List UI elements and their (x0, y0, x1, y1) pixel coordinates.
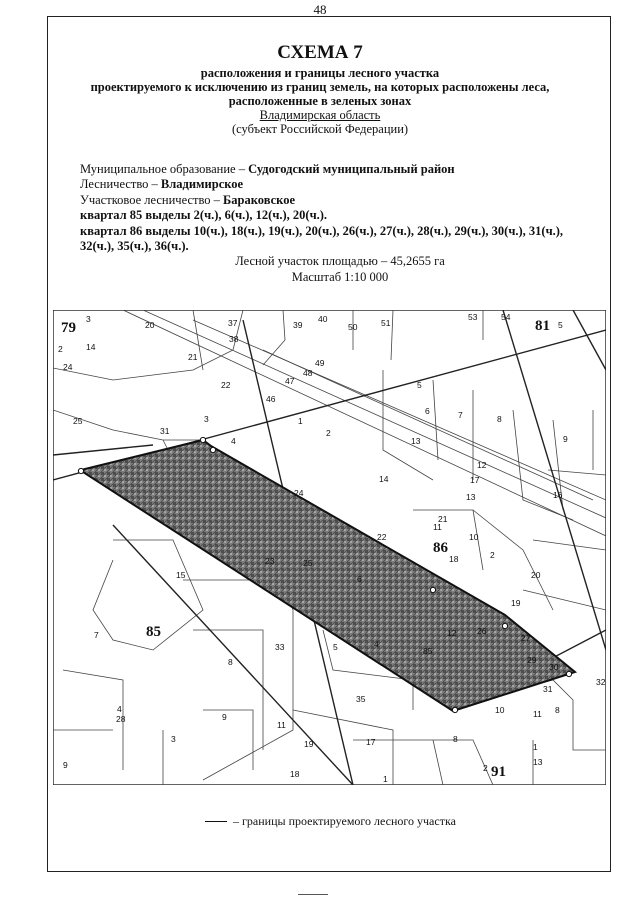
plot-label: 9 (63, 760, 68, 770)
info-block (80, 162, 600, 285)
plot-label: 14 (379, 474, 389, 484)
plot-label: 35 (356, 694, 366, 704)
quarter-label: 85 (146, 624, 161, 640)
plot-label: 51 (381, 318, 391, 328)
plot-label: 31 (543, 684, 553, 694)
plot-label: 37 (228, 318, 238, 328)
scale-line: Масштаб 1:10 000 (291, 269, 389, 284)
plot-label: 23 (265, 556, 275, 566)
plot-label: 11 (433, 522, 442, 532)
plot-label: 3 (86, 314, 91, 324)
quarter-86-row-2 (80, 239, 600, 254)
plot-label: 25 (73, 416, 83, 426)
municipal-value: Судогодский муниципальный район (248, 162, 455, 176)
plot-label: 27 (521, 633, 531, 643)
municipal-label: Муниципальное образование – (80, 162, 249, 176)
plot-label: 33 (275, 642, 285, 652)
forestry-value: Владимирское (160, 177, 244, 192)
plot-label: 6 (357, 574, 362, 584)
plot-label: 24 (63, 362, 73, 372)
quarter-label: 91 (491, 764, 506, 780)
quarter-label: 79 (61, 320, 76, 336)
plot-label: 22 (377, 532, 387, 542)
plot-label: 14 (86, 342, 96, 352)
plot-label: 2 (490, 550, 495, 560)
legend-line-swatch (205, 821, 227, 822)
plot-label: 30 (549, 662, 559, 672)
district-row (80, 193, 600, 208)
plot-label: 9 (563, 434, 568, 444)
plot-label: 17 (366, 737, 376, 747)
plot-label: 26 (477, 626, 487, 636)
plot-label: 8 (228, 657, 233, 667)
forestry-row (80, 177, 600, 192)
plot-label: 1 (533, 742, 538, 752)
plot-label: 8 (497, 414, 502, 424)
plot-label: 5 (417, 380, 422, 390)
plot-label: 4 (231, 436, 236, 446)
plot-label: 9 (222, 712, 227, 722)
plot-label: 31 (160, 426, 170, 436)
subtitle-line-3: расположенные в зеленых зонах (228, 94, 412, 108)
quarter-label: 81 (535, 318, 550, 334)
region-note: (субъект Российской Федерации) (231, 122, 409, 136)
plot-label: 4 (374, 639, 379, 649)
municipal-row (80, 162, 600, 177)
plot-label: 39 (293, 320, 303, 330)
quarter-86-row-1 (80, 224, 600, 239)
plot-label: 16 (553, 490, 563, 500)
quarter-86-text-1: квартал 86 выделы 10(ч.), 18(ч.), 19(ч.), 20(ч.), 26(ч.), 27(ч.), 28(ч.), 29(ч.), 30(ч.), 31(ч.), (80, 223, 564, 238)
plot-label: 18 (449, 554, 459, 564)
subtitle-line-2: проектируемого к исключению из границ земель, на которых расположены леса, (90, 80, 550, 94)
plot-label: 38 (229, 334, 239, 344)
plot-label: 2 (326, 428, 331, 438)
plot-label: 7 (458, 410, 463, 420)
plot-label: 49 (315, 358, 325, 368)
quarter-label: 86 (433, 540, 448, 556)
plot-label: 5 (558, 320, 563, 330)
forest-map (53, 310, 606, 785)
plot-label: 20 (145, 320, 155, 330)
quarter-85-row (80, 208, 600, 223)
plot-label: 18 (290, 769, 300, 779)
plot-label: 29 (527, 655, 537, 665)
plot-label: 4 (117, 704, 122, 714)
footer-mark (298, 894, 328, 895)
plot-label: 13 (533, 757, 543, 767)
plot-label: 50 (348, 322, 358, 332)
forestry-label: Лесничество – (80, 177, 161, 192)
plot-label: 12 (477, 460, 487, 470)
legend (205, 814, 456, 829)
subtitle-line-1: расположения и границы лесного участка (200, 66, 440, 80)
plot-label: 24 (294, 488, 304, 498)
plot-label: 20 (531, 570, 541, 580)
plot-label: 12 (447, 628, 457, 638)
legend-text: – границы проектируемого лесного участка (233, 814, 456, 828)
district-value: Бараковское (223, 192, 296, 207)
plot-label: 8 (555, 705, 560, 715)
plot-label: 22 (221, 380, 231, 390)
plot-label: 21 (438, 514, 448, 524)
plot-label: 21 (188, 352, 198, 362)
quarter-86-text-2: 32(ч.), 35(ч.), 36(ч.). (80, 239, 189, 254)
plot-label: 53 (468, 312, 478, 322)
plot-label: 19 (304, 739, 314, 749)
plot-label: 13 (411, 436, 421, 446)
scheme-title: СХЕМА 7 (277, 42, 363, 63)
plot-label: 48 (303, 368, 313, 378)
plot-label: 2 (483, 763, 488, 773)
plot-label: 11 (533, 709, 542, 719)
plot-label: 46 (266, 394, 276, 404)
quarter-85-text: квартал 85 выделы 2(ч.), 6(ч.), 12(ч.), 20(ч.). (80, 208, 328, 223)
region-name: Владимирская область (259, 108, 381, 122)
plot-label: 17 (470, 475, 480, 485)
plot-label: 19 (511, 598, 521, 608)
plot-label: 15 (176, 570, 186, 580)
plot-label: 32 (596, 677, 606, 687)
plot-label: 13 (466, 492, 476, 502)
plot-label: 54 (501, 312, 511, 322)
page-number: 48 (313, 2, 327, 17)
area-line: Лесной участок площадью – 45,2655 га (235, 254, 445, 269)
plot-label: 10 (495, 705, 505, 715)
plot-label: 8 (453, 734, 458, 744)
header (0, 42, 640, 136)
plot-label: 47 (285, 376, 295, 386)
plot-label: 2 (58, 344, 63, 354)
plot-label: 25 (303, 558, 313, 568)
plot-label: 3 (171, 734, 176, 744)
plot-label: 7 (94, 630, 99, 640)
plot-label: 1 (298, 416, 303, 426)
plot-label: 85 (423, 646, 433, 656)
plot-label: 28 (116, 714, 126, 724)
map-canvas (53, 310, 606, 785)
plot-label: 11 (277, 720, 286, 730)
plot-label: 1 (383, 774, 388, 784)
plot-label: 6 (425, 406, 430, 416)
plot-label: 10 (469, 532, 479, 542)
plot-label: 40 (318, 314, 328, 324)
district-label: Участковое лесничество – (80, 192, 224, 207)
plot-label: 3 (204, 414, 209, 424)
plot-label: 5 (333, 642, 338, 652)
